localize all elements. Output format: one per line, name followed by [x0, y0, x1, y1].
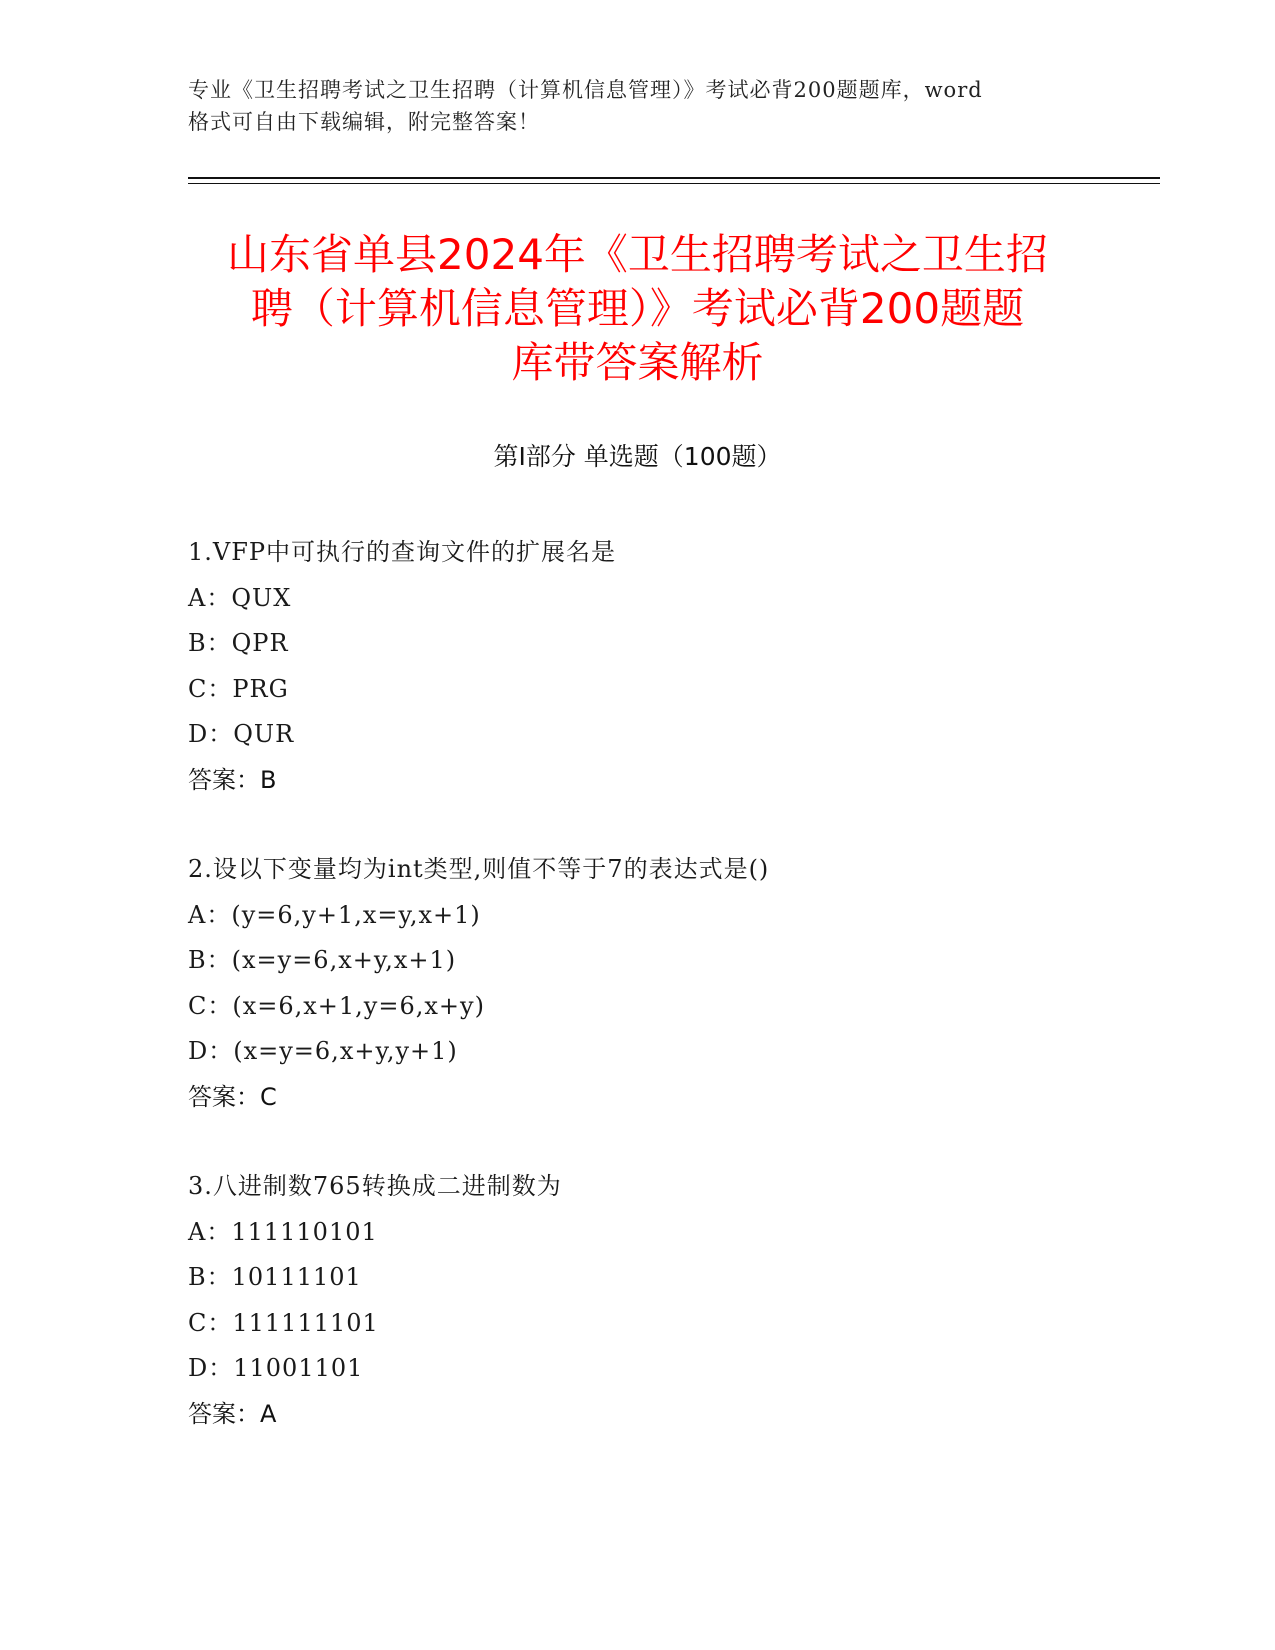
question-2 — [188, 847, 1148, 1120]
answer: 答案：C — [188, 1082, 277, 1111]
question-stem: 2.设以下变量均为int类型,则值不等于7的表达式是() — [188, 855, 770, 883]
section-title: 第Ⅰ部分 单选题（100题） — [493, 442, 782, 471]
answer: 答案：A — [188, 1399, 277, 1428]
document-title-line-1: 山东省单县2024年《卫生招聘考试之卫生招 — [227, 230, 1048, 279]
option-a: A：QUX — [188, 583, 292, 612]
question-list — [188, 530, 1148, 1481]
option-a: A：111110101 — [188, 1217, 378, 1246]
answer: 答案：B — [188, 765, 277, 794]
option-b: B：(x=y=6,x+y,x+1) — [188, 946, 457, 974]
option-c: C：111111101 — [188, 1308, 379, 1337]
option-d: D：11001101 — [188, 1354, 364, 1382]
header-note-line-2: 格式可自由下载编辑，附完整答案！ — [188, 110, 540, 134]
header-rule-thick — [188, 177, 1160, 179]
option-b: B：10111101 — [188, 1263, 362, 1291]
header-rule-thin — [188, 183, 1160, 184]
header-note-line-1: 专业《卫生招聘考试之卫生招聘（计算机信息管理）》考试必背200题题库，word — [188, 78, 983, 102]
question-stem: 3.八进制数765转换成二进制数为 — [188, 1172, 562, 1200]
question-1 — [188, 530, 1148, 803]
question-3 — [188, 1164, 1148, 1437]
option-c: C：(x=6,x+1,y=6,x+y) — [188, 991, 485, 1020]
question-stem: 1.VFP中可执行的查询文件的扩展名是 — [188, 538, 617, 566]
document-title-line-2: 聘（计算机信息管理）》考试必背200题题 — [250, 284, 1025, 333]
option-b: B：QPR — [188, 629, 289, 657]
option-c: C：PRG — [188, 674, 289, 703]
option-d: D：QUR — [188, 720, 295, 748]
option-d: D：(x=y=6,x+y,y+1) — [188, 1037, 458, 1065]
document-title — [150, 228, 1125, 390]
header-note — [188, 74, 1088, 138]
option-a: A：(y=6,y+1,x=y,x+1) — [188, 900, 481, 929]
document-title-line-3: 库带答案解析 — [511, 338, 764, 387]
